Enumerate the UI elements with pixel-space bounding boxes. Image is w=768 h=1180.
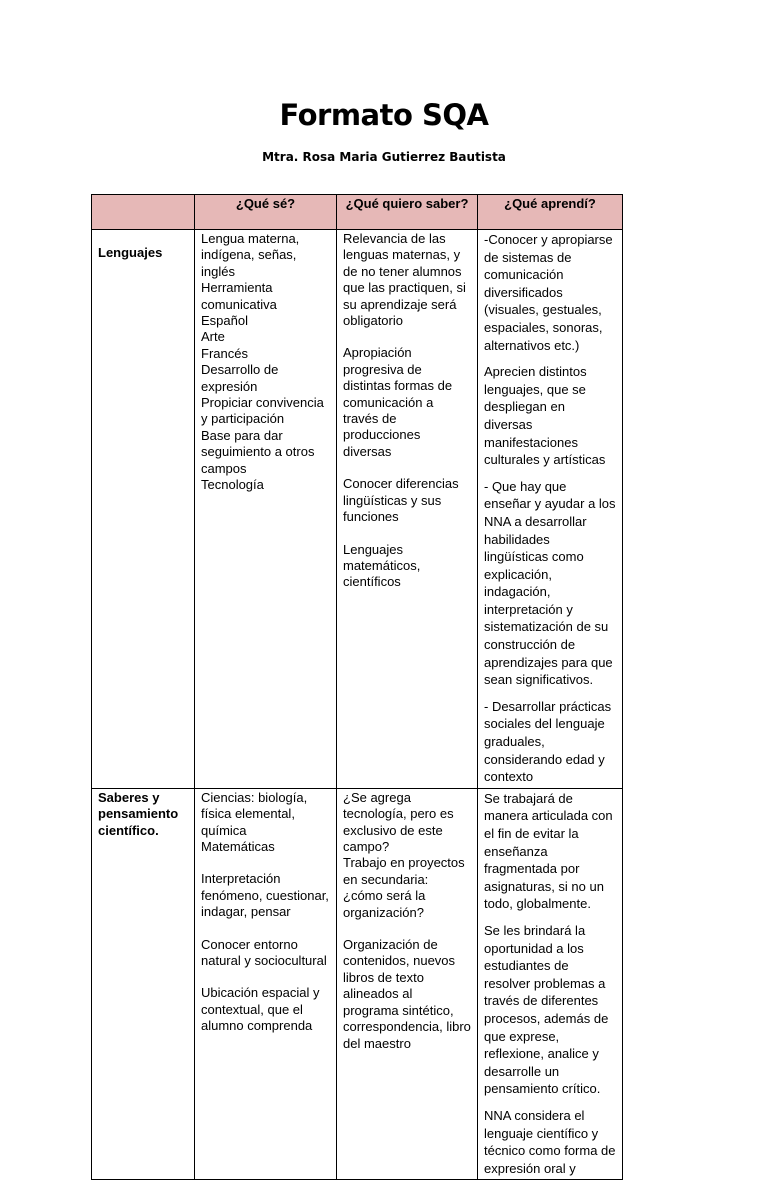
- paragraph: Se trabajará de manera articulada con el fin de evitar la enseñanza fragmentada por asignaturas, si no un todo, globalmente.: [484, 790, 613, 912]
- row-label-text: Saberes y pensamiento científico.: [98, 789, 179, 838]
- paragraph: Se les brindará la oportunidad a los estudiantes de resolver problemas a través de diferentes procesos, además de que exprese, reflexione, analice y desarrolle un pensamiento crítico.: [484, 922, 609, 1097]
- list-item: Relevancia de las lenguas maternas, y de no tener alumnos que las practiquen, si su aprendizaje será obligatorio: [343, 231, 466, 329]
- row-label-text: Lenguajes: [98, 245, 163, 260]
- list-item: Apropiación progresiva de distintas formas de comunicación a través de producciones diversas: [343, 345, 453, 459]
- list-item: Base para dar seguimiento a otros campos: [201, 427, 315, 476]
- list-item: Lenguajes matemáticos, científicos: [343, 541, 421, 590]
- cell-que-aprendi: [478, 788, 623, 1179]
- list-item: Trabajo en proyectos en secundaria: ¿cómo será la organización?: [343, 855, 465, 920]
- cell-que-aprendi: [478, 230, 623, 789]
- list-item: Conocer entorno natural y sociocultural: [201, 936, 327, 969]
- document-author: Mtra. Rosa Maria Gutierrez Bautista: [262, 150, 506, 164]
- paragraph: - Que hay que enseñar y ayudar a los NNA a desarrollar habilidades lingüísticas como explicación, indagación, interpretación y sistematización de su construcción de aprendizajes para que sean significativos.: [484, 478, 616, 688]
- list-item: Propiciar convivencia y participación: [201, 395, 324, 427]
- table-row-saberes: [92, 788, 623, 1179]
- list-item: ¿Se agrega tecnología, pero es exclusivo de este campo?: [343, 789, 454, 855]
- cell-que-quiero-saber: [337, 788, 478, 1179]
- cell-que-se: [195, 788, 337, 1179]
- header-empty: [92, 195, 195, 230]
- row-label: [92, 230, 195, 789]
- header-que-se: ¿Qué sé?: [195, 195, 337, 230]
- list-item: Arte: [201, 329, 225, 345]
- header-que-quiero-saber: ¿Qué quiero saber?: [337, 195, 478, 230]
- list-item: Ciencias: biología, física elemental, química: [201, 789, 308, 838]
- row-label: [92, 788, 195, 1179]
- list-item: Matemáticas: [201, 839, 275, 855]
- table-header-row: [92, 195, 623, 230]
- paragraph: Aprecien distintos lenguajes, que se despliegan en diversas manifestaciones culturales y artísticas: [484, 364, 606, 468]
- paragraph: NNA considera el lenguaje científico y técnico como forma de expresión oral y: [484, 1107, 616, 1176]
- table-row-lenguajes: [92, 230, 623, 789]
- list-item: Interpretación fenómeno, cuestionar, indagar, pensar: [201, 871, 329, 920]
- list-item: Organización de contenidos, nuevos libros de texto alineados al programa sintético, correspondencia, libro del maestro: [343, 937, 471, 1051]
- list-item: Tecnología: [201, 477, 264, 493]
- cell-que-se: [195, 230, 337, 789]
- header-que-aprendi: ¿Qué aprendí?: [478, 195, 623, 230]
- list-item: Lengua materna, indígena, señas, inglés: [201, 231, 300, 279]
- list-item: Desarrollo de expresión: [201, 362, 279, 394]
- sqa-table: [91, 194, 623, 1180]
- list-item: Español: [201, 313, 248, 329]
- list-item: Ubicación espacial y contextual, que el alumno comprenda: [201, 985, 320, 1034]
- cell-que-quiero-saber: [337, 230, 478, 789]
- paragraph: -Conocer y apropiarse de sistemas de comunicación diversificados (visuales, gestuales, espaciales, sonoras, alternativos etc.): [484, 232, 613, 353]
- list-item: Conocer diferencias lingüísticas y sus funciones: [343, 476, 459, 525]
- list-item: Francés: [201, 345, 248, 361]
- document-title: Formato SQA: [279, 98, 489, 132]
- list-item: Herramienta comunicativa: [201, 280, 277, 312]
- paragraph: - Desarrollar prácticas sociales del lenguaje graduales, considerando edad y contexto: [484, 698, 612, 785]
